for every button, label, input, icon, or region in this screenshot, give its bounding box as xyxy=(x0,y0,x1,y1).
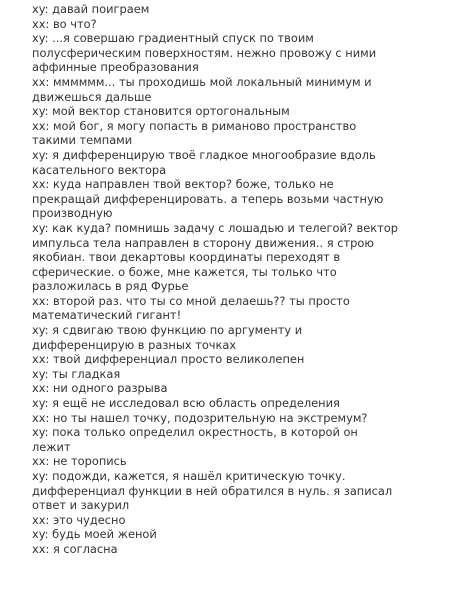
chat-log xyxy=(32,2,468,557)
message-line: xy: как куда? помнишь задачу с лошадью и телегой? вектор импульса тела направлен в сторону движения.. я строю якобиан. твои декартовы координаты переходят в сферические. о боже, мне кажется, ты только что разложилась в ряд Фурье xyxy=(32,220,398,294)
message-line: xy: я ещё не исследовал всю область определения xyxy=(32,396,340,411)
message-line: xy: пока только определил окрестность, в которой он лежит xyxy=(32,425,358,454)
message-line: xx: но ты нашел точку, подозрительную на экстремум? xyxy=(32,410,368,425)
message-line: xy: я дифференцирую твоё гладкое многообразие вдоль касательного вектора xyxy=(32,147,376,177)
message-line: xx: это чудесно xyxy=(32,512,126,527)
message-line: xx: не торопись xyxy=(32,454,127,469)
message-line: xx: твой дифференциал просто великолепен xyxy=(32,352,305,367)
message-line: xx: мммммм... ты проходишь мой локальный минимум и движешься дальше xyxy=(32,74,372,104)
message-line: xy: ты гладкая xyxy=(32,366,121,381)
message-line: xx: второй раз. что ты со мной делаешь?? ты просто математический гигант! xyxy=(32,293,350,323)
message-line: xy: я сдвигаю твою функцию по аргументу и дифференцирую в разных точках xyxy=(32,323,303,352)
message-line: xx: я согласна xyxy=(32,541,118,556)
message-line: xy: давай поиграем xyxy=(32,2,150,16)
message-line: xx: мой бог, я могу попасть в риманово пространство такими темпами xyxy=(32,118,357,148)
message-line: xy: ...я совершаю градиентный спуск по твоим полусферическим поверхностям. нежно провожу с ними аффинные преобразования xyxy=(32,31,377,75)
message-line: xx: ни одного разрыва xyxy=(32,381,168,396)
message-line: xy: мой вектор становится ортогональным xyxy=(32,104,290,119)
message-line: xy: будь моей женой xyxy=(32,527,157,542)
message-line: xy: подожди, кажется, я нашёл критическую точку. дифференциал функции в ней обратился в нуль. я записал ответ и закурил xyxy=(32,469,393,513)
message-line: xx: во что? xyxy=(32,16,97,31)
message-line: xx: куда направлен твой вектор? боже, только не прекращай дифференцировать. а теперь возьми частную производную xyxy=(32,177,384,221)
